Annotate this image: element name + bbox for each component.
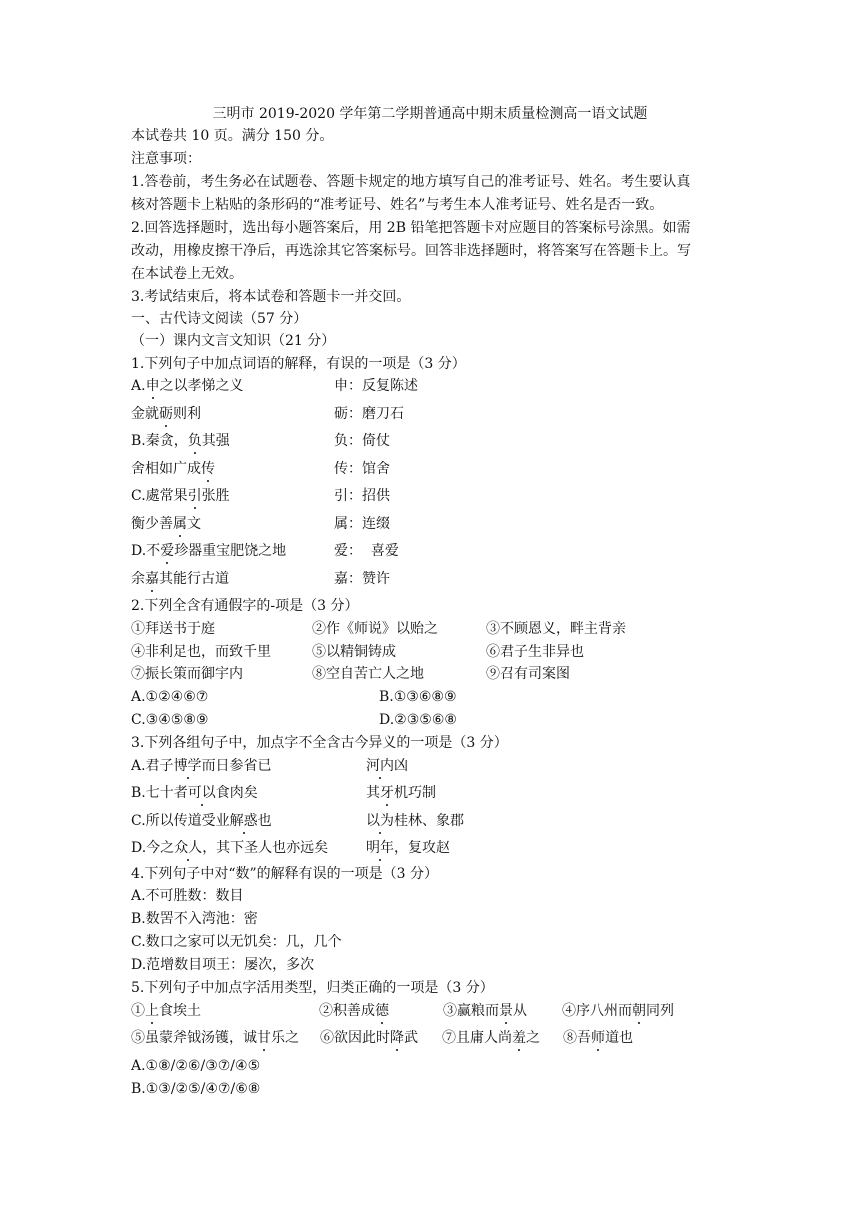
dotted-word: 景 [499,1003,513,1019]
q5-option: B.①③/②⑤/④⑦/⑥⑧ [131,1081,261,1097]
notice-1-line2: 核对答题卡上粘贴的条形码的“准考证号、姓名”与考生本人准考证号、姓名是否一致。 [131,197,664,213]
q5-option: A.①⑧/②⑥/③⑦/④⑤ [131,1058,261,1074]
q2-item: ②作《师说》以贻之 [312,621,438,637]
q1-sentence: 余嘉其能行古道 [131,571,229,587]
q3-left-sentence: D.今之众人，其下圣人也亦远矣 [131,840,329,856]
dotted-word: 砺 [159,406,173,422]
q1-explanation: 引：招供 [334,488,390,504]
q3-left-sentence: A.君子博学而日参省已 [131,758,272,774]
q1-explanation: 嘉：赞许 [334,571,390,587]
q1-stem: 1.下列句子中加点词语的解释，有误的一项是（3 分） [131,356,466,372]
q3-left-sentence: C.所以传道受业解惑也 [131,813,272,829]
dotted-word: 爱 [160,543,175,559]
q4-option: B.数罟不入湾池：密 [131,911,258,927]
q4-option: A.不可胜数：数目 [131,888,244,904]
dotted-word: 申 [145,378,160,394]
dotted-word: 师 [591,1030,605,1046]
notice-2-line3: 在本试卷上无效。 [131,266,243,282]
dotted-word: 以为 [366,813,394,829]
dotted-word: 可以 [187,785,216,801]
q1-explanation: 爱： 喜爱 [334,543,399,559]
q5-item: ①上食埃土 [131,1003,201,1019]
q2-item: ⑤以精铜铸成 [312,644,396,660]
dotted-word: 河内 [366,758,394,774]
q2-item: ④非利足也，而致千里 [131,644,271,660]
q3-right-sentence: 其牙机巧制 [366,785,436,801]
q3-stem: 3.下列各组句子中，加点字不全含古今异义的一项是（3 分） [131,735,508,751]
q2-item: ⑦振长策而御宇内 [131,666,243,682]
q3-left-sentence: B.七十者可以食肉矣 [131,785,258,801]
q2-option: A.①②④⑥⑦ [131,689,209,705]
dotted-word: 朝 [632,1003,646,1019]
section-heading: 一、古代诗文阅读（57 分） [131,311,308,327]
q1-sentence: 金就砺则利 [131,406,201,422]
dotted-word: 负 [187,433,202,449]
dotted-word: 嘉 [145,571,159,587]
q4-option: D.范增数目项王：屡次，多次 [131,957,315,973]
q2-option: C.③④⑤⑧⑨ [131,712,209,728]
notice-1-line1: 1.答卷前，考生务必在试题卷、答题卡规定的地方填写自己的准考证号、姓名。考生要认真 [131,174,691,190]
q1-explanation: 申：反复陈述 [334,378,418,394]
q3-right-sentence: 河内凶 [366,758,408,774]
q2-item: ⑧空自苦亡人之地 [312,666,424,682]
q1-sentence: B.秦贪，负其强 [131,433,230,449]
q2-option: B.①③⑥⑧⑨ [379,689,457,705]
q4-stem: 4.下列句子中对“数”的解释有误的一项是（3 分） [131,866,439,882]
q1-sentence: 衡少善属文 [131,516,201,532]
q1-explanation: 砺：磨刀石 [334,406,404,422]
notice-2-line1: 2.回答选择题时，选出每小题答案后，用 2B 铅笔把答题卡对应题目的答案标号涂黑。如需 [131,220,691,236]
dotted-word: 明年 [366,840,394,856]
q5-item: ⑧吾师道也 [563,1030,633,1046]
q1-explanation: 属：连缀 [334,516,390,532]
q5-item: ④序八州而朝同列 [562,1003,674,1019]
q5-item: ⑤虽蒙斧钺汤镬，诚甘乐之 [131,1030,299,1046]
dotted-word: 德 [375,1003,389,1019]
dotted-word: 解惑 [229,813,258,829]
q1-sentence: D.不爱珍器重宝肥饶之地 [131,543,287,559]
dotted-word: 众人 [174,840,203,856]
q5-item: ②积善成德 [319,1003,389,1019]
q1-sentence: A.申之以孝悌之义 [131,378,244,394]
q1-sentence: C.處常果引张胜 [131,488,230,504]
notice-3: 3.考试结束后，将本试卷和答题卡一并交回。 [131,289,411,305]
q2-item: ⑥君子生非异也 [486,644,584,660]
dotted-word: 牙 [380,785,394,801]
q5-item: ③赢粮而景从 [443,1003,527,1019]
q2-stem: 2.下列全含有通假字的-项是（3 分） [131,598,359,614]
dotted-word: 上 [145,1003,159,1019]
q3-right-sentence: 明年，复攻赵 [366,840,450,856]
q1-sentence: 舍相如广成传 [131,461,215,477]
q4-option: C.数口之家可以无饥矣：几，几个 [131,934,342,950]
q5-item: ⑥欲因此时降武 [320,1030,418,1046]
q2-item: ①拜送书于庭 [131,621,215,637]
dotted-word: 博学 [173,758,202,774]
q2-option: D.②③⑤⑥⑧ [379,712,457,728]
notice-2-line2: 改动，用橡皮擦干净后，再选涂其它答案标号。回答非选择题时，将答案写在答题卡上。写 [131,243,691,259]
dotted-word: 降 [390,1030,404,1046]
page-count: 本试卷共 10 页。满分 150 分。 [131,128,334,144]
exam-title: 三明市 2019-2020 学年第二学期普通高中期末质量检测高一语文试题 [212,106,648,122]
dotted-word: 引 [187,488,202,504]
q5-item: ⑦且庸人尚羞之 [442,1030,540,1046]
dotted-word: 传 [201,461,215,477]
dotted-word: 羞 [512,1030,526,1046]
q5-stem: 5.下列句子中加点字活用类型，归类正确的一项是（3 分） [131,980,494,996]
q2-item: ⑨召有司案图 [486,666,570,682]
q1-explanation: 负：倚仗 [334,433,390,449]
q2-item: ③不顾恩义，畔主背亲 [486,621,626,637]
dotted-word: 属 [173,516,187,532]
q1-explanation: 传：馆舍 [334,461,390,477]
subsection-heading: （一）课内文言文知识（21 分） [131,333,336,349]
notice-title: 注意事项： [131,151,201,167]
dotted-word: 甘 [257,1030,271,1046]
q3-right-sentence: 以为桂林、象郡 [366,813,464,829]
